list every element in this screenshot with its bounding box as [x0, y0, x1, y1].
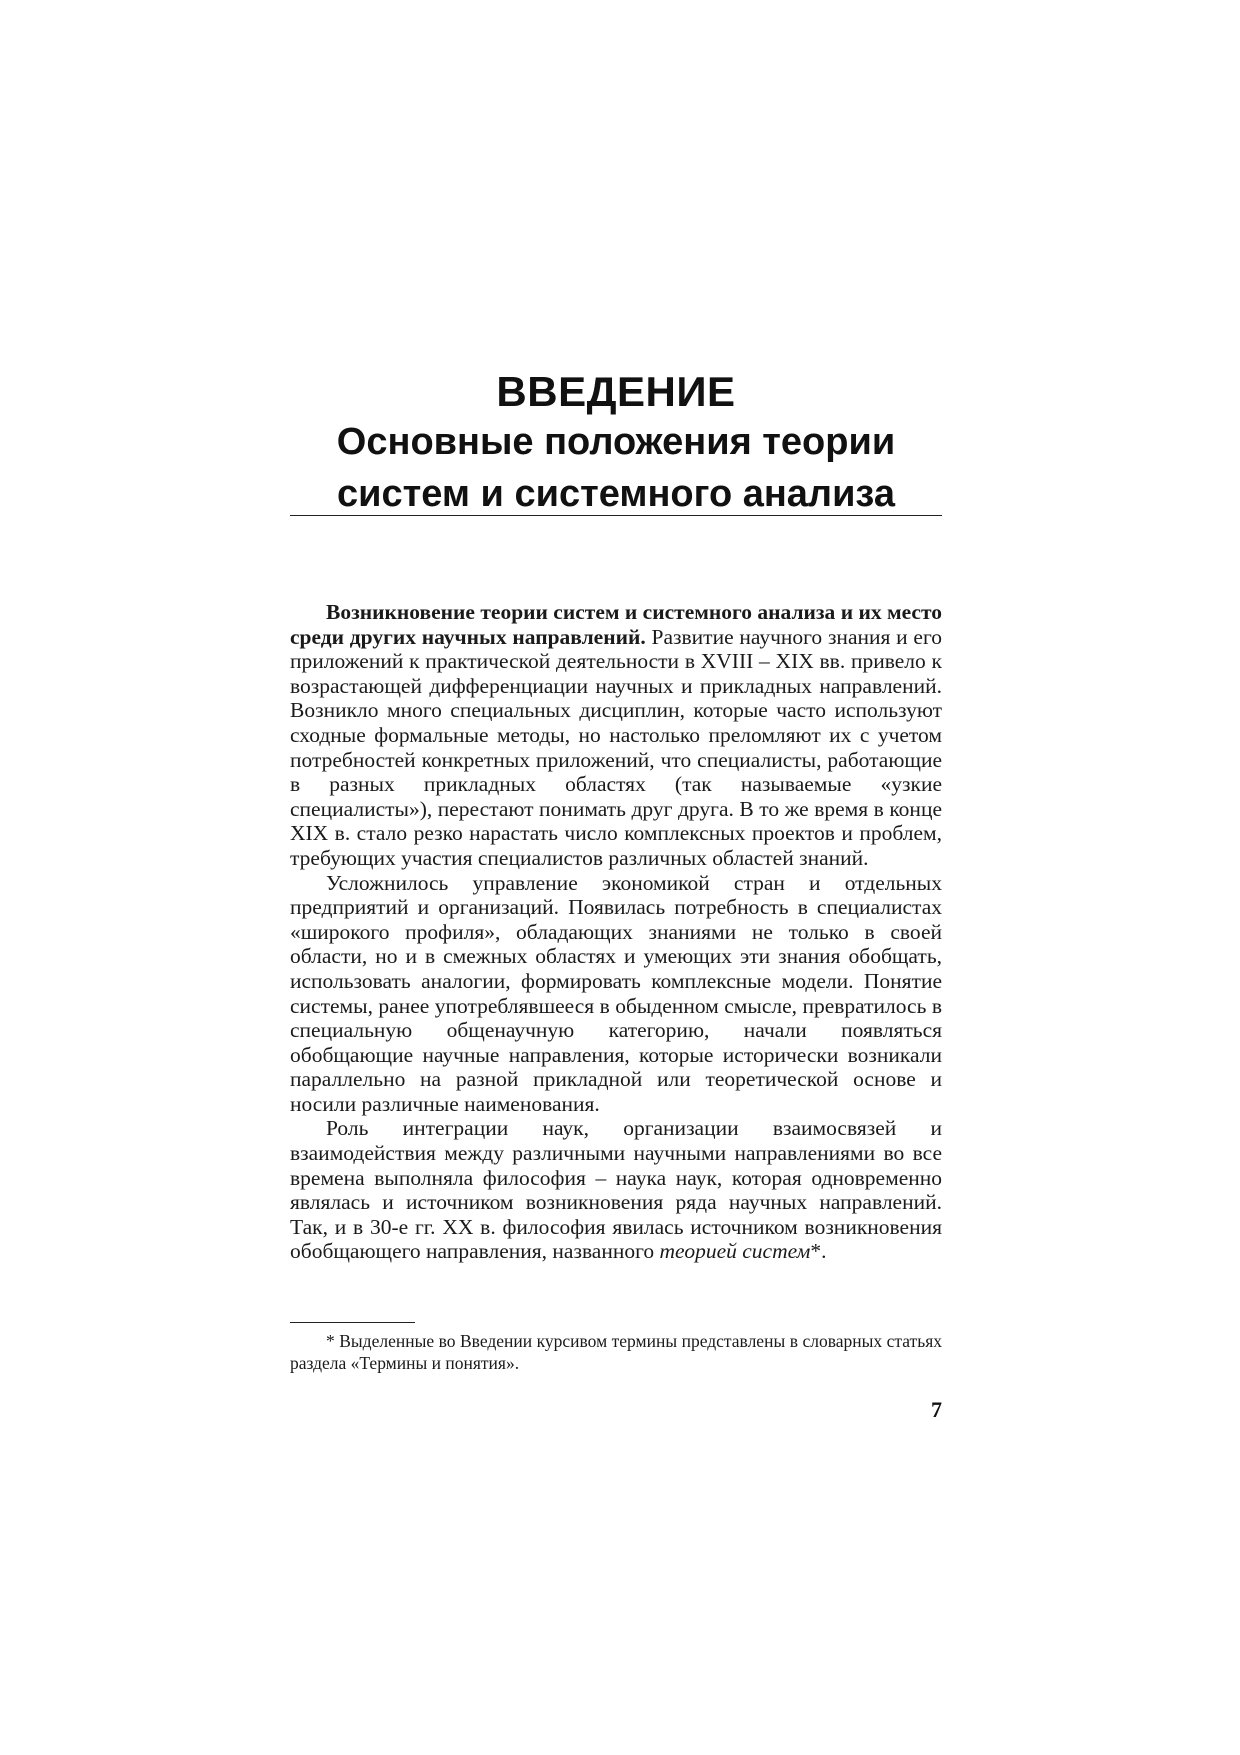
paragraph-3-text: Роль интеграции наук, организации взаимосвязей и взаимодействия между различными научными направлениями во все времена выполняла философия – наука наук, которая одновременно являлась и источником возникновения ряда научных направлений. Так, и в 30-е гг. XX в. философия явилась источником возникновения обобщающего направления, названного	[290, 1116, 942, 1264]
paragraph-1-lead: Возникновение теории систем и системного анализа и их место среди других научных направлений.	[290, 600, 942, 649]
paragraph-3-term: теорией систем	[659, 1239, 811, 1264]
title-divider	[290, 515, 942, 516]
footnote-divider	[290, 1322, 415, 1323]
page-number: 7	[931, 1397, 942, 1422]
body-text	[290, 600, 942, 1264]
chapter-subtitle-line-2: систем и системного анализа	[337, 473, 895, 515]
footnote: * Выделенные во Введении курсивом термины представлены в словарных статьях раздела «Термины и понятия».	[290, 1331, 942, 1373]
chapter-subtitle-line-1: Основные положения теории	[336, 421, 896, 463]
paragraph-3-tail: *.	[810, 1239, 827, 1264]
chapter-title: ВВЕДЕНИЕ	[496, 368, 736, 415]
paragraph-3	[290, 1116, 942, 1264]
paragraph-2	[290, 871, 942, 1117]
chapter-heading	[290, 368, 942, 520]
paragraph-1-text: Развитие научного знания и его приложений к практической деятельности в XVIII – XIX вв. привело к возрастающей дифференциации научных и прикладных направлений. Возникло много специальных дисциплин, которые часто используют сходные формальные методы, но настолько преломляют их с учетом потребностей конкретных приложений, что специалисты, работающие в разных прикладных областях (так называемые «узкие специалисты»), перестают понимать друг друга. В то же время в конце XIX в. стало резко нарастать число комплексных проектов и проблем, требующих участия специалистов различных областей знаний.	[290, 624, 942, 870]
paragraph-1	[290, 600, 942, 871]
paragraph-2-text: Усложнилось управление экономикой стран и отдельных предприятий и организаций. Появилась потребность в специалистах «широкого профиля», обладающих знаниями не только в своей области, но и в смежных областях и умеющих эти знания обобщать, использовать аналогии, формировать комплексные модели. Понятие системы, ранее употреблявшееся в обыденном смысле, превратилось в специальную общенаучную категорию, начали появляться обобщающие научные направления, которые исторически возникали параллельно на разной прикладной или теоретической основе и носили различные наименования.	[290, 870, 942, 1116]
